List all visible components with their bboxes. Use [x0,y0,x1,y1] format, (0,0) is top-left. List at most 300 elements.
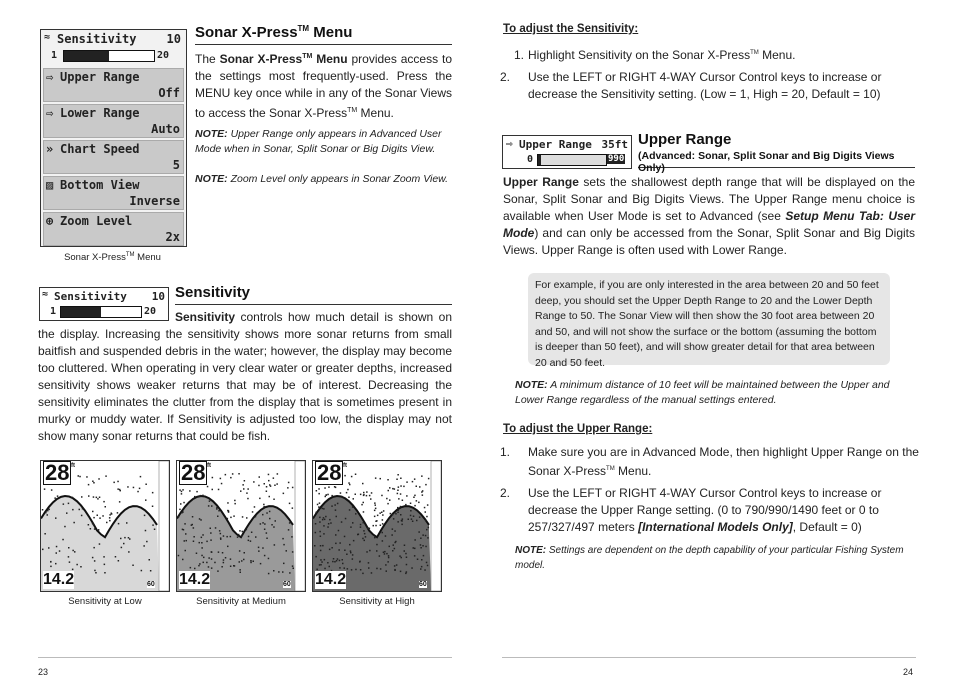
menu-item-label: Zoom Level [60,214,133,228]
sonar-clutter-dot [334,561,336,563]
sonar-clutter-dot [380,525,382,527]
menu-item-value: 2x [165,230,180,244]
sonar-clutter-dot [353,498,355,500]
step-tm: TM [750,50,759,56]
sonar-clutter-dot [314,545,316,547]
sonar-clutter-dot [145,530,147,532]
sonar-clutter-dot [318,493,320,495]
sonar-clutter-dot [192,524,194,526]
heading-tm: TM [297,24,310,33]
sonar-clutter-dot [375,508,377,510]
sonar-clutter-dot [260,523,262,525]
heading-text: Sensitivity [175,284,251,301]
sonar-clutter-dot [124,537,126,539]
sonar-screen-caption: Sensitivity at Medium [196,596,286,607]
depth-scale-strip [431,461,441,591]
sonar-clutter-dot [323,517,325,519]
sonar-clutter-dot [286,550,288,552]
sonar-clutter-dot [150,570,152,572]
sonar-clutter-dot [428,527,430,529]
sonar-clutter-dot [246,529,248,531]
sonar-clutter-dot [220,478,222,480]
sonar-clutter-dot [103,501,105,503]
body-bold: Sonar X-Press [219,52,303,66]
sonar-clutter-dot [221,483,223,485]
note-label: NOTE: [195,128,228,140]
sonar-clutter-dot [418,502,420,504]
sonar-clutter-dot [74,551,76,553]
sonar-clutter-dot [260,563,262,565]
sonar-clutter-dot [263,506,265,508]
sonar-clutter-dot [425,546,427,548]
sonar-clutter-dot [397,493,399,495]
sonar-clutter-dot [234,500,236,502]
sonar-clutter-dot [400,478,402,480]
sonar-clutter-dot [92,523,94,525]
sonar-clutter-dot [393,518,395,520]
sonar-clutter-dot [283,563,285,565]
heading-text: Sonar X-Press [195,24,298,41]
sonar-clutter-dot [351,569,353,571]
sonar-clutter-dot [233,565,235,567]
sonar-clutter-dot [360,494,362,496]
sonar-clutter-dot [50,566,52,568]
sonar-clutter-dot [184,523,186,525]
sonar-clutter-dot [230,536,232,538]
sonar-clutter-dot [79,476,81,478]
sonar-clutter-dot [66,512,68,514]
sonar-clutter-dot [113,482,115,484]
sonar-clutter-dot [98,478,100,480]
sonar-clutter-dot [250,560,252,562]
sonar-clutter-dot [283,544,285,546]
caption-suffix: Menu [134,252,161,264]
sonar-clutter-dot [79,509,81,511]
sonar-clutter-dot [208,505,210,507]
sonar-clutter-dot [45,512,47,514]
sonar-clutter-dot [288,482,290,484]
sonar-clutter-dot [414,478,416,480]
sonar-clutter-dot [397,507,399,509]
sonar-clutter-dot [394,565,396,567]
sonar-clutter-dot [320,564,322,566]
sonar-clutter-dot [247,488,249,490]
depth-readout: 28 [45,460,70,485]
widget-sensitivity-label: Sensitivity [54,290,127,303]
sonar-clutter-dot [346,492,348,494]
sonar-clutter-dot [118,560,120,562]
menu-row-zoom-level[interactable] [43,212,184,246]
upper-range-note [515,378,910,408]
heading-suffix: Menu [309,24,353,41]
sonar-clutter-dot [319,564,321,566]
sonar-clutter-dot [375,477,377,479]
note-text: Zoom Level only appears in Sonar Zoom View. [227,173,449,185]
sonar-clutter-dot [348,497,350,499]
sonar-clutter-dot [370,498,372,500]
sonar-clutter-dot [405,573,407,575]
sonar-clutter-dot [416,486,418,488]
sonar-clutter-dot [420,538,422,540]
sonar-clutter-dot [232,473,234,475]
sonar-clutter-dot [334,486,336,488]
widget-sensitivity-min: 1 [50,306,57,317]
sonar-clutter-dot [219,530,221,532]
scale-bottom-label: 60 [419,581,427,588]
sonar-clutter-dot [392,488,394,490]
sonar-clutter-dot [413,497,415,499]
sonar-clutter-dot [72,509,74,511]
sonar-clutter-dot [202,495,204,497]
step-text: Use the LEFT or RIGHT 4-WAY Cursor Control keys to increase or decrease the Upper Range setting. (0 to 790/990/1490 feet or 0 to 257/327/497 meters [528,486,882,534]
menu-sensitivity-row [43,32,184,64]
sonar-clutter-dot [258,547,260,549]
menu-item-label: Bottom View [60,178,140,192]
sonar-clutter-dot [240,572,242,574]
sonar-clutter-dot [273,499,275,501]
sonar-clutter-dot [422,490,424,492]
sonar-clutter-dot [416,520,418,522]
sonar-clutter-dot [353,540,355,542]
sonar-clutter-dot [324,559,326,561]
sonar-clutter-dot [387,479,389,481]
sonar-clutter-dot [362,538,364,540]
sonar-clutter-dot [348,482,350,484]
sonar-clutter-dot [315,532,317,534]
sonar-clutter-dot [92,511,94,513]
sensitivity-heading [175,284,452,305]
sonar-clutter-dot [179,489,181,491]
sonar-clutter-dot [335,509,337,511]
sonar-clutter-dot [334,504,336,506]
sonar-clutter-dot [248,540,250,542]
sonar-clutter-dot [389,499,391,501]
sonar-screen-medium [176,460,306,592]
sonar-clutter-dot [190,567,192,569]
sonar-clutter-dot [392,514,394,516]
body-pre: The [195,52,220,66]
step-number: 1. [500,445,511,459]
body-text-2: ) and can only be accessed from the Sonar, Split Sonar and Big Digits Views. Upper Range is often used with Lower Range. [503,226,915,257]
sonar-clutter-dot [374,537,376,539]
sonar-clutter-dot [376,550,378,552]
sonar-screen-high [312,460,442,592]
sonar-clutter-dot [239,550,241,552]
sonar-clutter-dot [323,508,325,510]
sonar-clutter-dot [274,544,276,546]
sonar-clutter-dot [268,474,270,476]
sonar-clutter-dot [426,516,428,518]
sonar-screen-caption: Sensitivity at Low [68,596,142,607]
sonar-clutter-dot [226,536,228,538]
sonar-clutter-dot [384,553,386,555]
sonar-clutter-dot [193,541,195,543]
sonar-clutter-dot [420,544,422,546]
sonar-clutter-dot [364,540,366,542]
sonar-clutter-dot [238,473,240,475]
sonar-clutter-dot [390,513,392,515]
sonar-clutter-dot [227,518,229,520]
sonar-clutter-dot [405,553,407,555]
sonar-clutter-dot [406,481,408,483]
sonar-clutter-dot [93,547,95,549]
sonar-clutter-dot [342,559,344,561]
sonar-clutter-dot [413,547,415,549]
sonar-clutter-dot [56,552,58,554]
sonar-clutter-dot [377,515,379,517]
sonar-clutter-dot [339,567,341,569]
sonar-clutter-dot [201,555,203,557]
sonar-clutter-dot [364,533,366,535]
sonar-clutter-dot [376,520,378,522]
sonar-clutter-dot [388,557,390,559]
scale-bottom-label: 60 [147,581,155,588]
sonar-clutter-dot [388,555,390,557]
depth-unit: ft [343,463,347,469]
sonar-clutter-dot [359,561,361,563]
right-page-number: 24 [903,667,914,677]
sonar-clutter-dot [99,543,101,545]
sonar-clutter-dot [238,534,240,536]
sonar-clutter-dot [88,495,90,497]
sonar-clutter-dot [96,497,98,499]
sonar-clutter-dot [317,504,319,506]
sonar-clutter-dot [426,529,428,531]
menu-item-value: Inverse [129,194,180,208]
sonar-clutter-dot [180,503,182,505]
sonar-clutter-dot [220,533,222,535]
menu-row-chart-speed[interactable] [43,140,184,174]
sonar-clutter-dot [252,511,254,513]
sonar-clutter-dot [427,565,429,567]
sonar-clutter-dot [320,550,322,552]
sonar-clutter-dot [289,572,291,574]
sonar-clutter-dot [92,481,94,483]
sonar-clutter-dot [324,487,326,489]
sonar-screen-caption: Sensitivity at High [339,596,415,607]
sonar-clutter-dot [216,508,218,510]
sonar-clutter-dot [318,506,320,508]
sonar-clutter-dot [414,555,416,557]
sonar-clutter-dot [328,486,330,488]
sonar-clutter-dot [336,560,338,562]
sonar-clutter-dot [363,492,365,494]
step-text: Highlight Sensitivity on the Sonar X-Press [528,48,751,62]
sonar-clutter-dot [132,565,134,567]
sonar-clutter-dot [264,555,266,557]
scale-bottom-label: 60 [283,581,291,588]
range-arrow-icon: ⇨ [46,70,54,84]
sonar-clutter-dot [254,506,256,508]
depth-scale-strip [159,461,169,591]
sonar-clutter-dot [422,534,424,536]
sonar-clutter-dot [287,487,289,489]
sonar-clutter-dot [211,505,213,507]
sonar-clutter-dot [384,551,386,553]
note-text: Settings are dependent on the depth capability of your particular Fishing System model. [515,545,904,571]
sonar-clutter-dot [218,510,220,512]
sonar-clutter-dot [346,554,348,556]
sonar-clutter-dot [344,550,346,552]
heading-text: To adjust the Upper Range: [503,423,653,435]
upper-range-example-box [528,273,890,369]
sonar-clutter-dot [129,538,131,540]
sonar-clutter-dot [349,509,351,511]
sonar-clutter-dot [397,474,399,476]
sonar-clutter-dot [360,524,362,526]
sonar-clutter-dot [374,502,376,504]
sonar-clutter-dot [220,537,222,539]
sonar-clutter-dot [320,559,322,561]
sonar-clutter-dot [369,550,371,552]
menu-row-bottom-view[interactable] [43,176,184,210]
sonar-clutter-dot [381,495,383,497]
adjust-upper-range-heading [503,423,652,435]
sonar-clutter-dot [242,531,244,533]
sonar-xpress-menu-caption [40,252,185,263]
sonar-clutter-dot [266,538,268,540]
sonar-clutter-dot [182,489,184,491]
sonar-clutter-dot [289,522,291,524]
sonar-clutter-dot [361,504,363,506]
sonar-clutter-dot [282,571,284,573]
sonar-clutter-dot [319,517,321,519]
sonar-xpress-menu-screen [40,29,187,247]
sonar-clutter-dot [268,558,270,560]
sonar-clutter-dot [255,516,257,518]
sonar-clutter-dot [421,475,423,477]
sonar-clutter-dot [404,550,406,552]
subheading-text: (Advanced: Sonar, Split Sonar and Big Digits Views Only) [638,150,895,174]
sonar-clutter-dot [333,558,335,560]
body-post: provides access to the settings most frequently-used. Press the MENU key once while in any of the Sonar Views to access the Sonar X-Press [195,52,453,120]
sonar-clutter-dot [368,527,370,529]
menu-row-lower-range[interactable] [43,104,184,138]
sonar-clutter-dot [327,526,329,528]
sonar-clutter-dot [386,553,388,555]
sonar-clutter-dot [86,476,88,478]
sonar-clutter-dot [269,496,271,498]
sonar-clutter-dot [337,503,339,505]
sonar-clutter-dot [126,522,128,524]
sonar-clutter-dot [230,558,232,560]
depth-unit: ft [71,463,75,469]
caption-text: Sonar X-Press [64,252,126,264]
sonar-clutter-dot [318,488,320,490]
widget-upper-range-fill [538,155,541,165]
sonar-clutter-dot [342,496,344,498]
sonar-clutter-dot [332,561,334,563]
sonar-clutter-dot [109,520,111,522]
sonar-clutter-dot [363,502,365,504]
widget-sensitivity-max: 20 [144,306,157,317]
sonar-clutter-dot [424,569,426,571]
sonar-clutter-dot [324,568,326,570]
speed-icon: » [46,142,54,156]
sonar-clutter-dot [401,557,403,559]
sonar-clutter-dot [268,573,270,575]
sonar-clutter-dot [264,529,266,531]
sonar-clutter-dot [291,536,293,538]
sonar-clutter-dot [349,544,351,546]
sonar-clutter-dot [262,514,264,516]
sonar-clutter-dot [403,486,405,488]
caption-tm: TM [125,252,135,258]
sonar-clutter-dot [253,561,255,563]
sonar-clutter-dot [386,498,388,500]
sonar-clutter-dot [352,522,354,524]
sonar-clutter-dot [258,485,260,487]
sonar-clutter-dot [373,525,375,527]
sonar-clutter-dot [328,523,330,525]
sonar-clutter-dot [68,547,70,549]
sonar-clutter-dot [104,572,106,574]
sonar-clutter-dot [275,520,277,522]
sonar-clutter-dot [352,554,354,556]
note-label: NOTE: [195,173,228,185]
sonar-clutter-dot [336,516,338,518]
sonar-clutter-dot [397,490,399,492]
sonar-clutter-dot [282,538,284,540]
menu-item-value: Auto [151,122,180,136]
sonar-clutter-dot [319,521,321,523]
sonar-clutter-dot [208,557,210,559]
sonar-clutter-dot [331,495,333,497]
sonar-clutter-dot [410,510,412,512]
sonar-clutter-dot [88,524,90,526]
depth-readout: 28 [181,460,206,485]
sonar-clutter-dot [344,567,346,569]
sonar-clutter-dot [345,518,347,520]
sonar-clutter-dot [423,555,425,557]
sonar-clutter-dot [375,525,377,527]
sonar-clutter-dot [259,476,261,478]
sonar-clutter-dot [241,535,243,537]
sonar-clutter-dot [411,518,413,520]
sonar-clutter-dot [72,550,74,552]
sonar-clutter-dot [316,569,318,571]
sonar-clutter-dot [194,496,196,498]
sonar-clutter-dot [363,530,365,532]
sonar-clutter-dot [44,533,46,535]
sonar-clutter-dot [215,527,217,529]
sonar-xpress-body [195,48,452,122]
note-text: Upper Range only appears in Advanced User Mode when in Sonar, Split Sonar or Big Digits View. [195,128,442,155]
sonar-clutter-dot [402,518,404,520]
sonar-clutter-dot [244,552,246,554]
sonar-clutter-dot [154,529,156,531]
sonar-clutter-dot [63,503,65,505]
sonar-clutter-dot [243,559,245,561]
sonar-clutter-dot [266,532,268,534]
sonar-clutter-dot [338,549,340,551]
sonar-clutter-dot [288,529,290,531]
sonar-clutter-dot [363,522,365,524]
sonar-clutter-dot [292,565,294,567]
sonar-clutter-dot [230,517,232,519]
sonar-clutter-dot [425,484,427,486]
note-label: NOTE: [515,379,548,391]
sonar-clutter-dot [368,562,370,564]
step-end: Menu. [758,48,796,62]
bottom-view-icon: ▨ [46,178,54,192]
sonar-clutter-dot [292,487,294,489]
sonar-clutter-dot [425,511,427,513]
menu-row-upper-range[interactable] [43,68,184,102]
sonar-clutter-dot [208,566,210,568]
sonar-clutter-dot [400,506,402,508]
sonar-clutter-dot [385,535,387,537]
